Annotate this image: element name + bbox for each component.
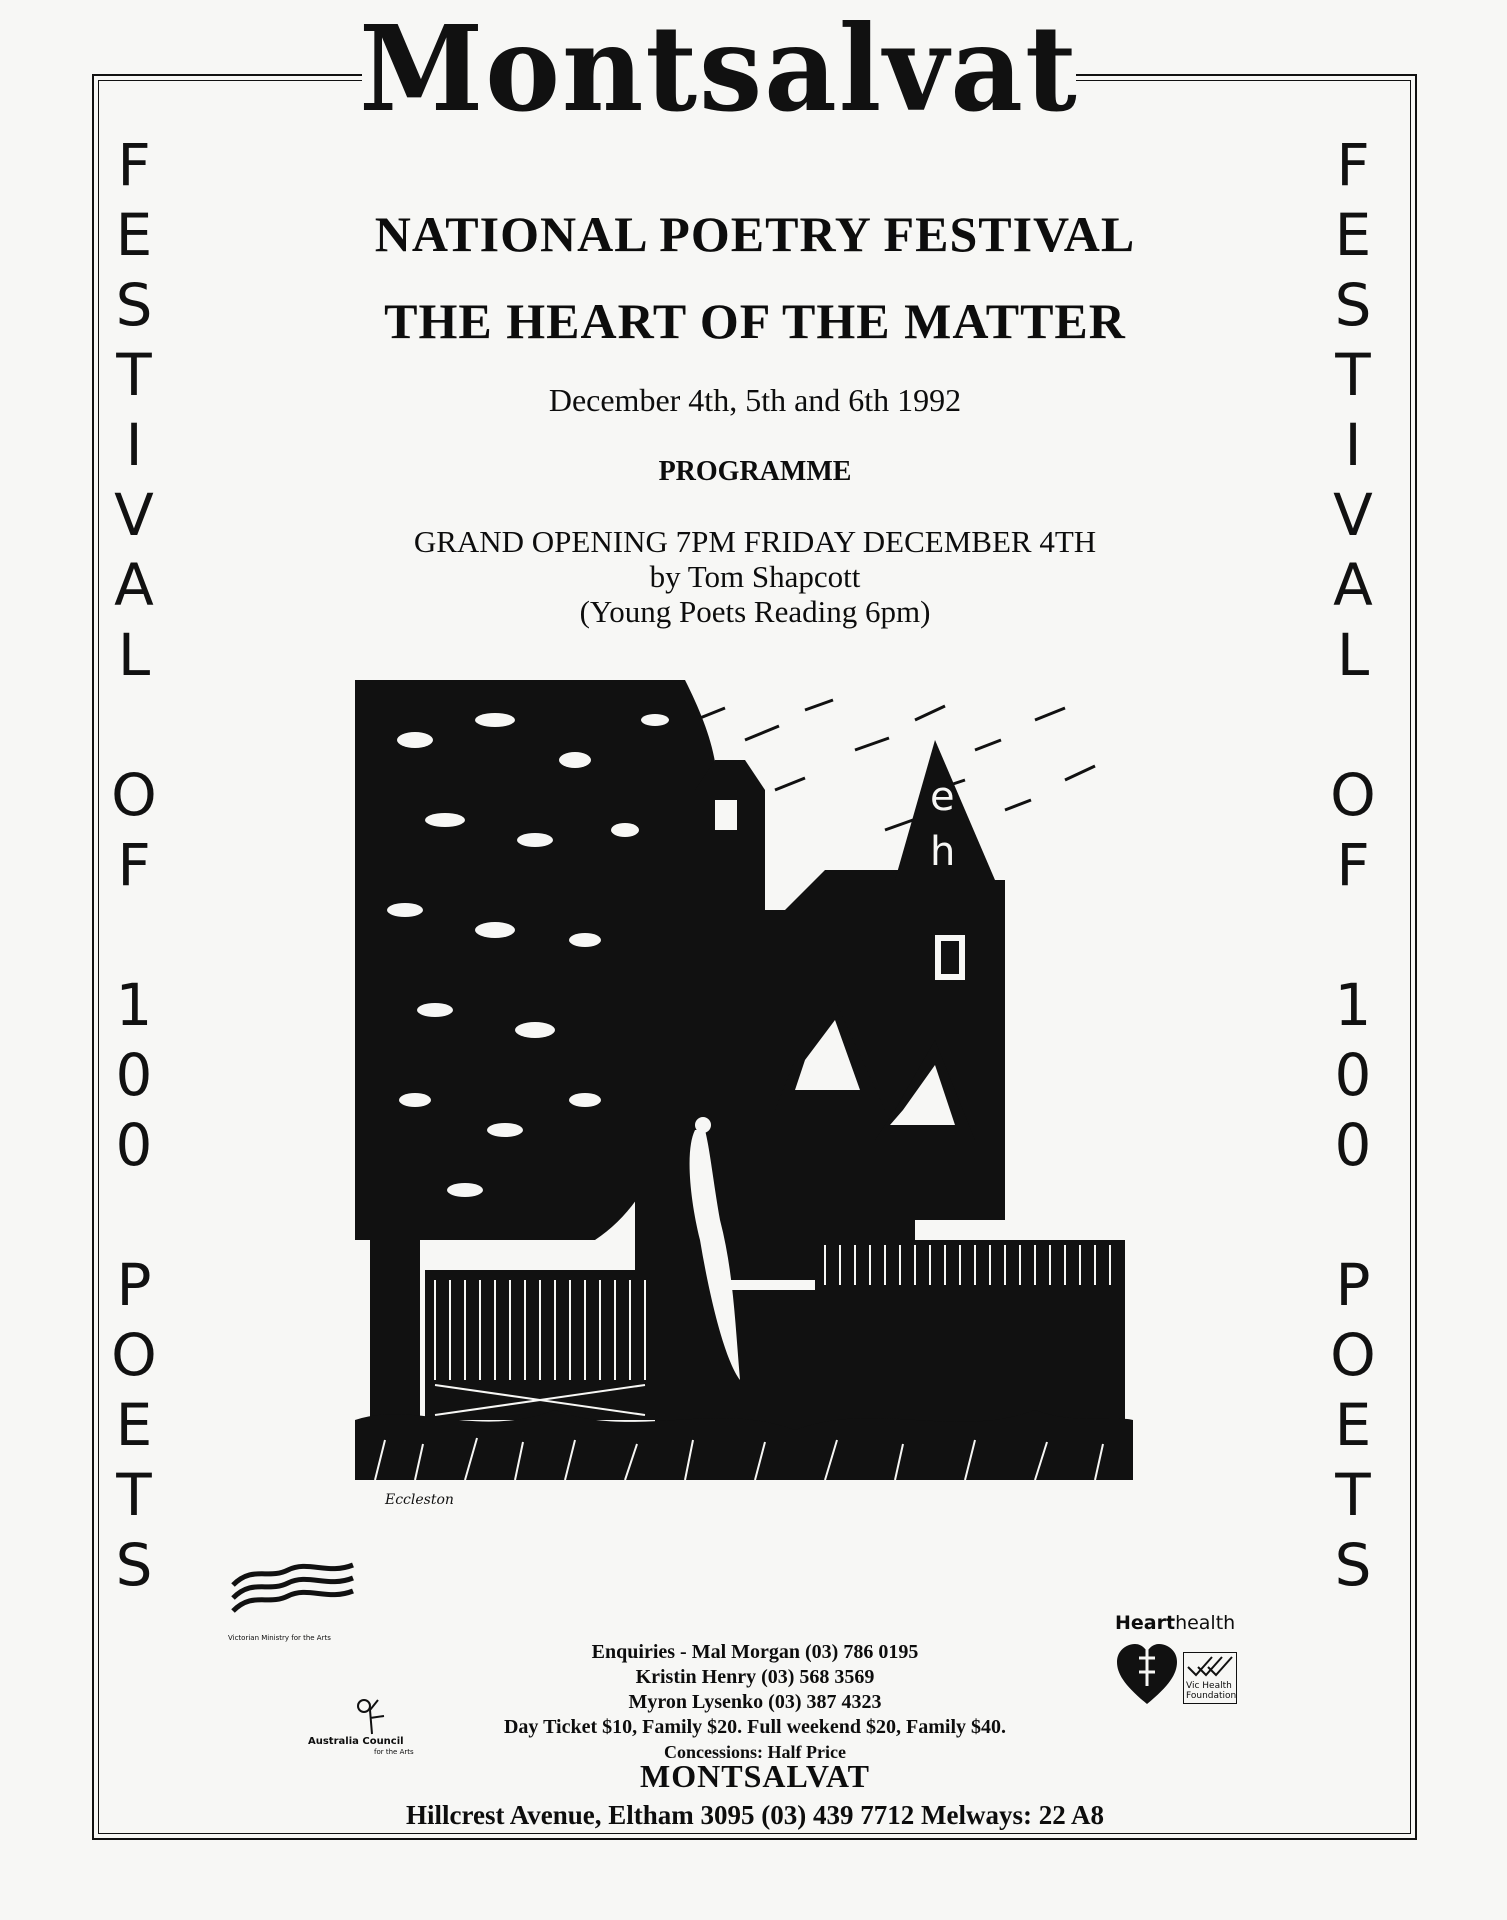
side-banner-letter: V bbox=[1333, 481, 1373, 549]
svg-text:h: h bbox=[930, 829, 956, 875]
opening-line-2: by Tom Shapcott bbox=[649, 559, 861, 594]
masthead bbox=[359, 0, 1079, 140]
side-banner-letter: A bbox=[114, 551, 154, 619]
side-banner-left bbox=[84, 130, 184, 1810]
side-banner-right bbox=[1303, 130, 1403, 1810]
venue-name: MONTSALVAT bbox=[640, 1758, 870, 1794]
side-banner-letter: 1 bbox=[1334, 971, 1372, 1039]
side-banner-letter: E bbox=[1334, 201, 1372, 269]
side-banner-letter: F bbox=[117, 131, 151, 199]
side-banner-letter: P bbox=[1335, 1251, 1371, 1319]
enquiries-block bbox=[360, 1640, 1150, 1765]
victorian-ministry-logo bbox=[228, 1560, 368, 1650]
enquiries-line-1: Enquiries - Mal Morgan (03) 786 0195 bbox=[591, 1641, 919, 1663]
side-banner-letter: O bbox=[1330, 761, 1376, 829]
side-banner-letter: 0 bbox=[1334, 1111, 1372, 1179]
svg-text:e: e bbox=[930, 774, 955, 820]
artist-signature: Eccleston bbox=[385, 1492, 454, 1508]
enquiries-line-2: Kristin Henry (03) 568 3569 bbox=[635, 1666, 875, 1688]
side-banner-letter: E bbox=[115, 201, 153, 269]
side-banner-letter: E bbox=[115, 1391, 153, 1459]
australia-council-caption: Australia Council bbox=[308, 1736, 404, 1747]
ministry-wave-icon bbox=[228, 1560, 358, 1630]
side-banner-letter: A bbox=[1333, 551, 1373, 619]
side-banner-letter: T bbox=[1335, 1461, 1371, 1529]
programme-heading: PROGRAMME bbox=[658, 456, 852, 487]
side-banner-letter: S bbox=[115, 271, 153, 339]
ticket-prices: Day Ticket $10, Family $20. Full weekend $20, Family $40. bbox=[503, 1716, 1007, 1738]
side-banner-letter: 0 bbox=[115, 1111, 153, 1179]
side-banner-letter: S bbox=[1334, 1531, 1372, 1599]
opening-line-1: GRAND OPENING 7PM FRIDAY DECEMBER 4TH bbox=[413, 524, 1097, 559]
side-banner-letter: T bbox=[1335, 341, 1371, 409]
concessions: Concessions: Half Price bbox=[664, 1742, 846, 1762]
side-banner-letter: P bbox=[116, 1251, 152, 1319]
side-banner-letter: T bbox=[116, 1461, 152, 1529]
masthead-title: Montsalvat bbox=[359, 0, 1079, 139]
side-banner-letter: O bbox=[111, 1321, 157, 1389]
side-banner-letter: 0 bbox=[115, 1041, 153, 1109]
side-banner-letter: S bbox=[115, 1531, 153, 1599]
venue-address: Hillcrest Avenue, Eltham 3095 (03) 439 7712 Melways: 22 A8 bbox=[406, 1800, 1104, 1830]
side-banner-letter: E bbox=[1334, 1391, 1372, 1459]
side-banner-letter: O bbox=[1330, 1321, 1376, 1389]
festival-name: NATIONAL POETRY FESTIVAL bbox=[374, 206, 1136, 262]
side-banner-letter: L bbox=[1336, 621, 1370, 689]
linocut-illustration bbox=[355, 680, 1133, 1510]
hearthealth-wordmark: Hearthealth bbox=[1115, 1612, 1236, 1634]
side-banner-letter: 1 bbox=[115, 971, 153, 1039]
victorian-ministry-caption: Victorian Ministry for the Arts bbox=[228, 1634, 331, 1642]
grand-opening bbox=[260, 524, 1250, 629]
australia-council-subcaption: for the Arts bbox=[374, 1748, 414, 1756]
opening-line-3: (Young Poets Reading 6pm) bbox=[579, 594, 931, 629]
side-banner-letter: 0 bbox=[1334, 1041, 1372, 1109]
festival-dates: December 4th, 5th and 6th 1992 bbox=[548, 382, 962, 418]
vichealth-caption: Vic Health Foundation bbox=[1186, 1681, 1237, 1701]
side-banner-letter: F bbox=[1336, 831, 1370, 899]
side-banner-letter: I bbox=[1344, 411, 1362, 479]
side-banner-letter: I bbox=[125, 411, 143, 479]
vichealth-box bbox=[1183, 1652, 1237, 1704]
side-banner-letter: V bbox=[114, 481, 154, 549]
side-banner-letter: F bbox=[117, 831, 151, 899]
side-banner-letter: O bbox=[111, 761, 157, 829]
vichealth-check-icon bbox=[1184, 1653, 1234, 1679]
side-banner-letter: L bbox=[117, 621, 151, 689]
festival-theme: THE HEART OF THE MATTER bbox=[384, 293, 1126, 349]
side-banner-letter: T bbox=[116, 341, 152, 409]
side-banner-letter: S bbox=[1334, 271, 1372, 339]
enquiries-line-3: Myron Lysenko (03) 387 4323 bbox=[628, 1691, 882, 1713]
side-banner-letter: F bbox=[1336, 131, 1370, 199]
